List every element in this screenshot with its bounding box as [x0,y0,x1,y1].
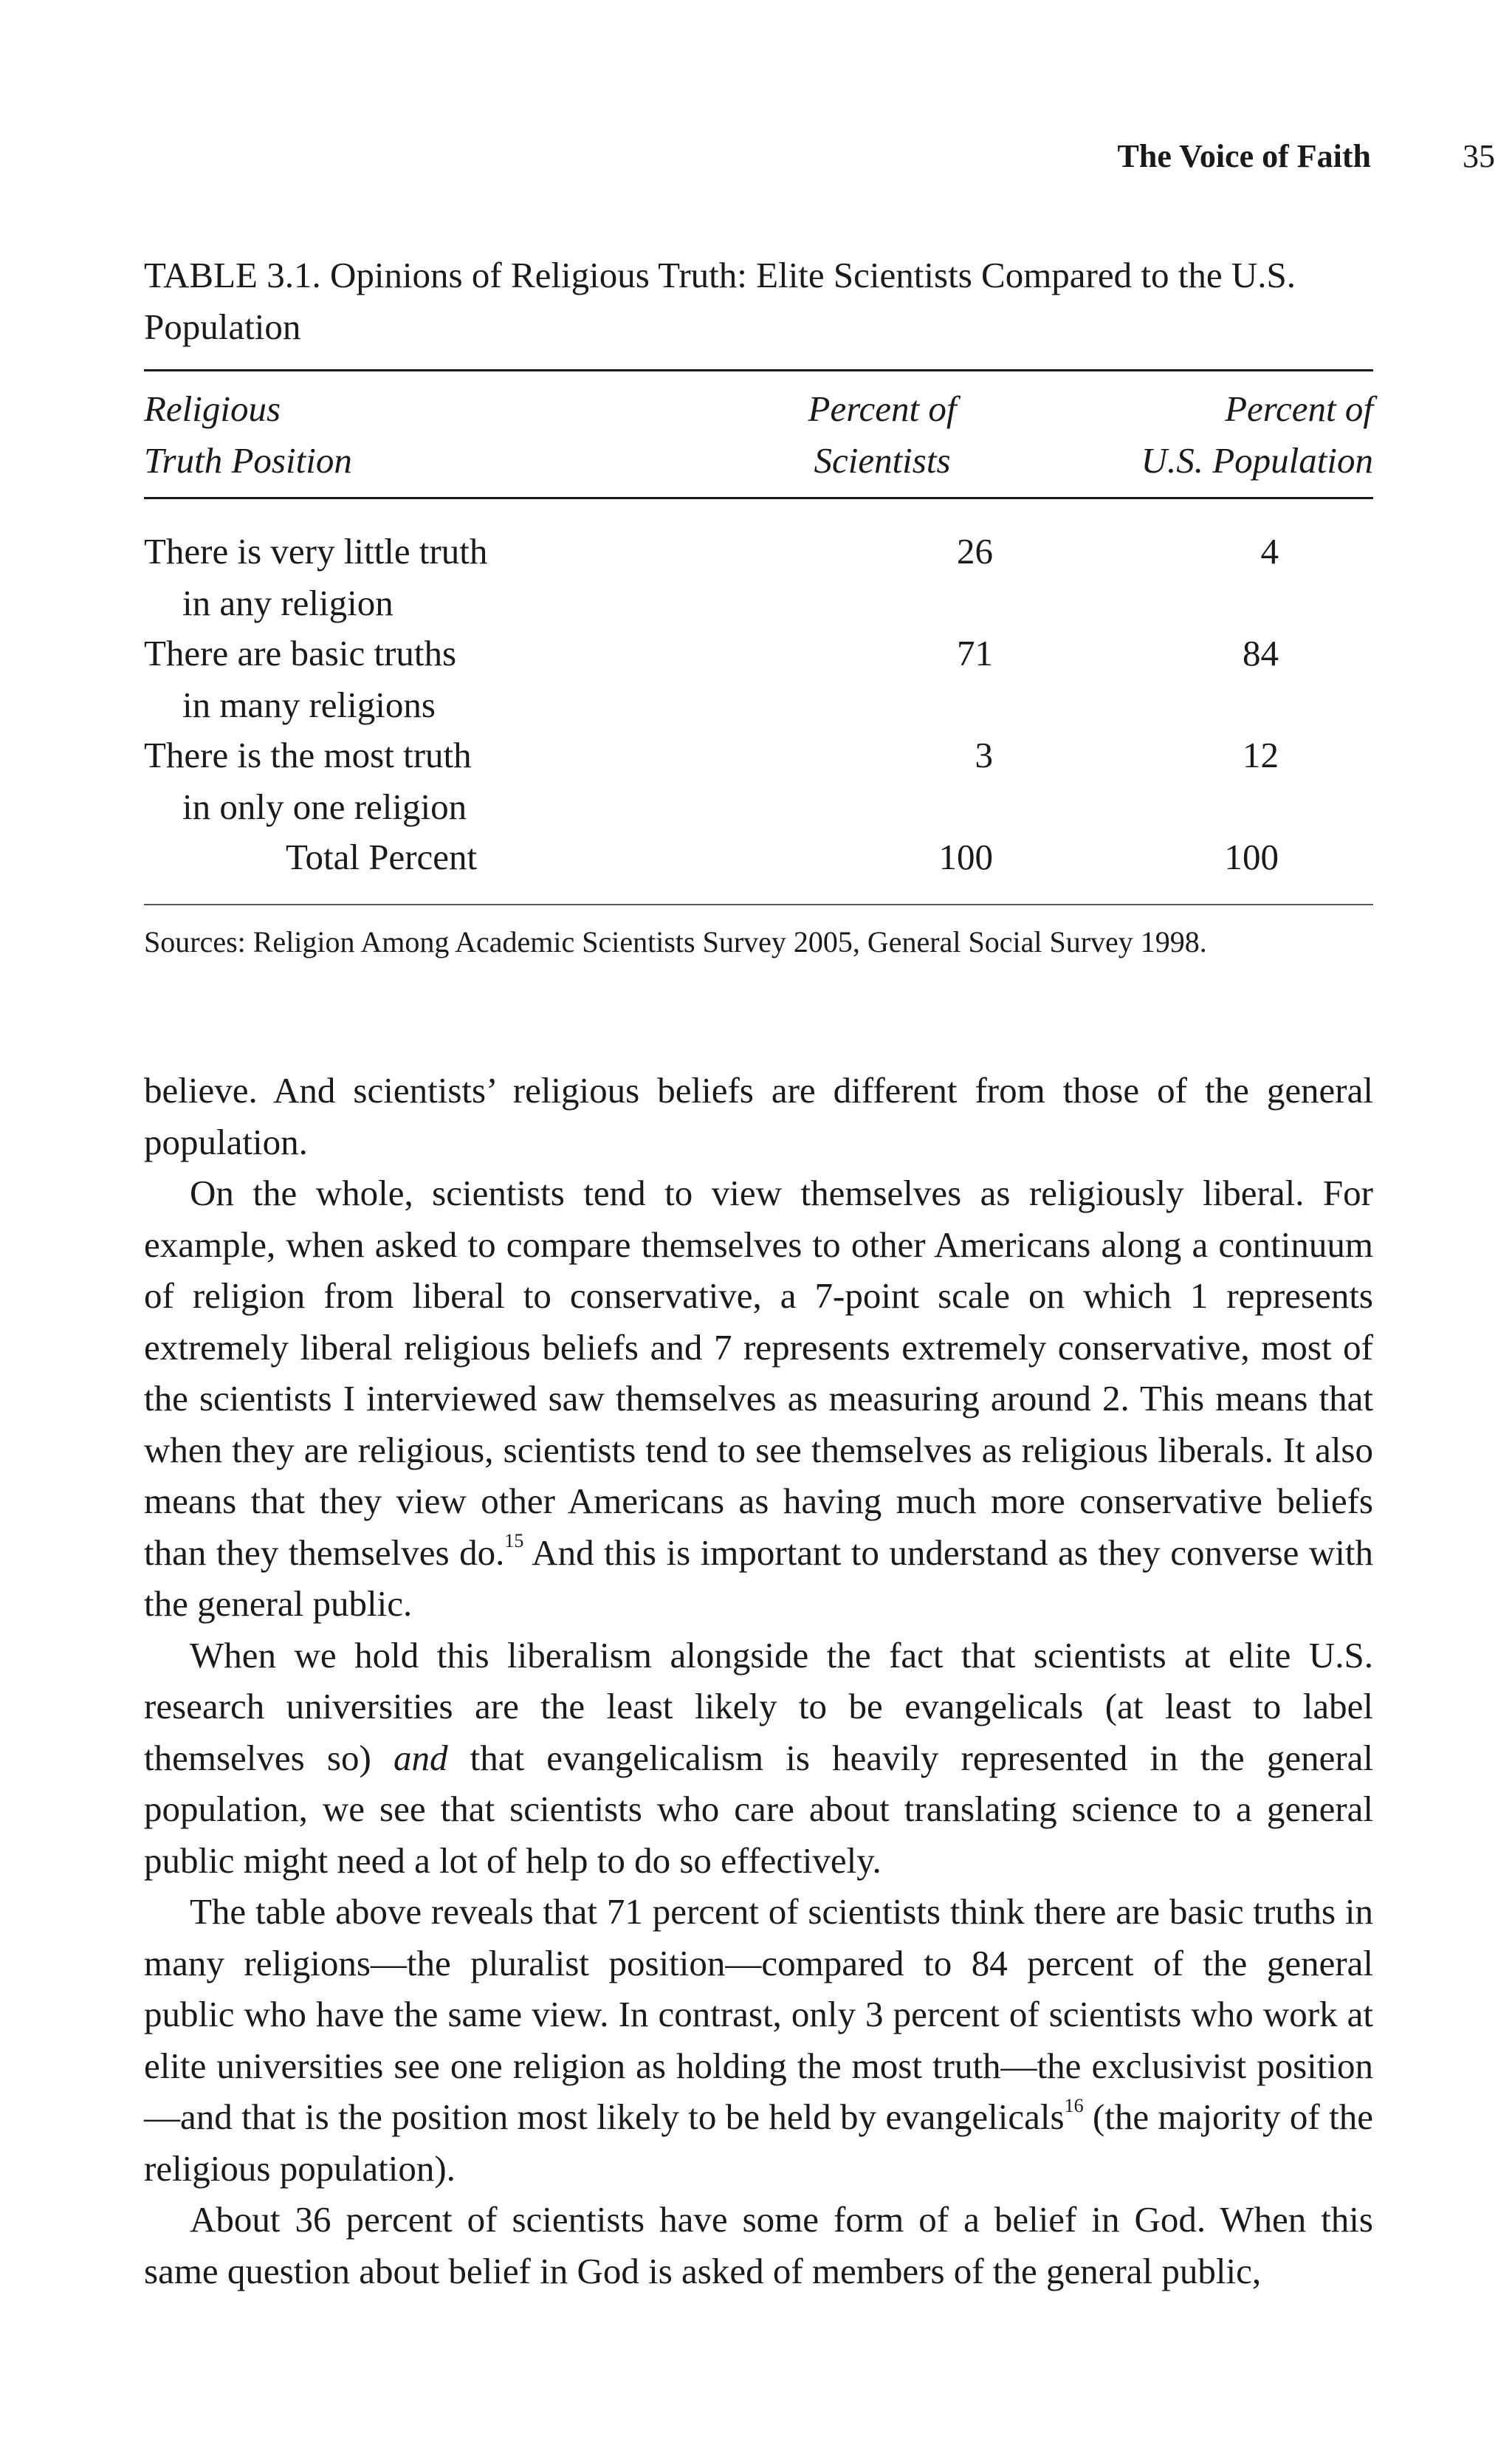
running-head [144,137,1495,182]
table-3-1 [144,250,1373,963]
header-percent-scientists: Percent of Scientists [808,388,957,481]
row-label: There are basic truths in many religions [144,633,457,725]
cell-scientists: 71 [957,633,993,673]
table-row [144,730,1373,833]
table-total-row [144,831,1373,883]
cell-scientists: 3 [975,735,993,775]
running-title: The Voice of Faith [1117,138,1371,174]
table-caption: TABLE 3.1. Opinions of Religious Truth: Elite Scientists Compared to the U.S. Population [144,255,1296,347]
header-percent-us-population: Percent of U.S. Population [1141,388,1373,481]
paragraph: The table above reveals that 71 percent of scientists think there are basic truths in many religions—the pluralist position—compared to 84 percent of the general public who have the same view. In contrast, only 3 percent of scientists who work at elite universities see one religion as holding the most truth—the exclusivist position—and that is the position most likely to be held by evangelicals$^{16}$ (the majority of the religious population). [144,1891,1373,2189]
cell-population: 4 [1260,531,1279,572]
emphasis: and [393,1737,448,1778]
table-sources: Sources: Religion Among Academic Scientists Survey 2005, General Social Survey 1998. [144,925,1207,958]
table-row [144,628,1373,731]
paragraph: believe. And scientists’ religious beliefs are different from those of the general population. [144,1070,1373,1162]
total-scientists: 100 [938,837,993,877]
paragraph: About 36 percent of scientists have some form of a belief in God. When this same question about belief in God is asked of members of the general public, [144,2199,1373,2291]
table-body [144,499,1373,904]
row-label: There is the most truth in only one religion [144,735,472,827]
footnote-ref: 15 [504,1530,524,1552]
cell-population: 84 [1243,633,1279,673]
total-label: Total Percent [286,837,478,877]
body-text [144,1065,1373,2297]
paragraph: On the whole, scientists tend to view themselves as religiously liberal. For example, when asked to compare themselves to other Americans along a continuum of religion from liberal to conservative, a 7-point scale on which 1 represents extremely liberal religious beliefs and 7 represents extremely conservative, most of the scientists I interviewed saw themselves as measuring around 2. This means that when they are religious, scientists tend to see themselves as religious liberals. It also means that they view other Americans as having much more conservative beliefs than they themselves do.$^{15}$ And this is important to understand as they converse with the general public. [144,1173,1374,1624]
header-religious-truth-position: Religious Truth Position [144,388,352,481]
footnote-ref: 16 [1064,2094,1084,2116]
page-number: 35 [1463,138,1495,174]
cell-scientists: 26 [957,531,993,572]
total-population: 100 [1224,837,1279,877]
table-bottom-rule [144,904,1373,905]
table-header-row [144,371,1373,497]
table-row [144,526,1373,629]
paragraph: When we hold this liberalism alongside the fact that scientists at elite U.S. research universities are the least likely to be evangelicals (at least to label themselves so) and that evangelicalism is heavily represented in the general population, we see that scientists who care about translating science to a general public might need a lot of help to do so effectively. [144,1634,1373,1881]
row-label: There is very little truth in any religion [144,531,488,623]
cell-population: 12 [1243,735,1279,775]
